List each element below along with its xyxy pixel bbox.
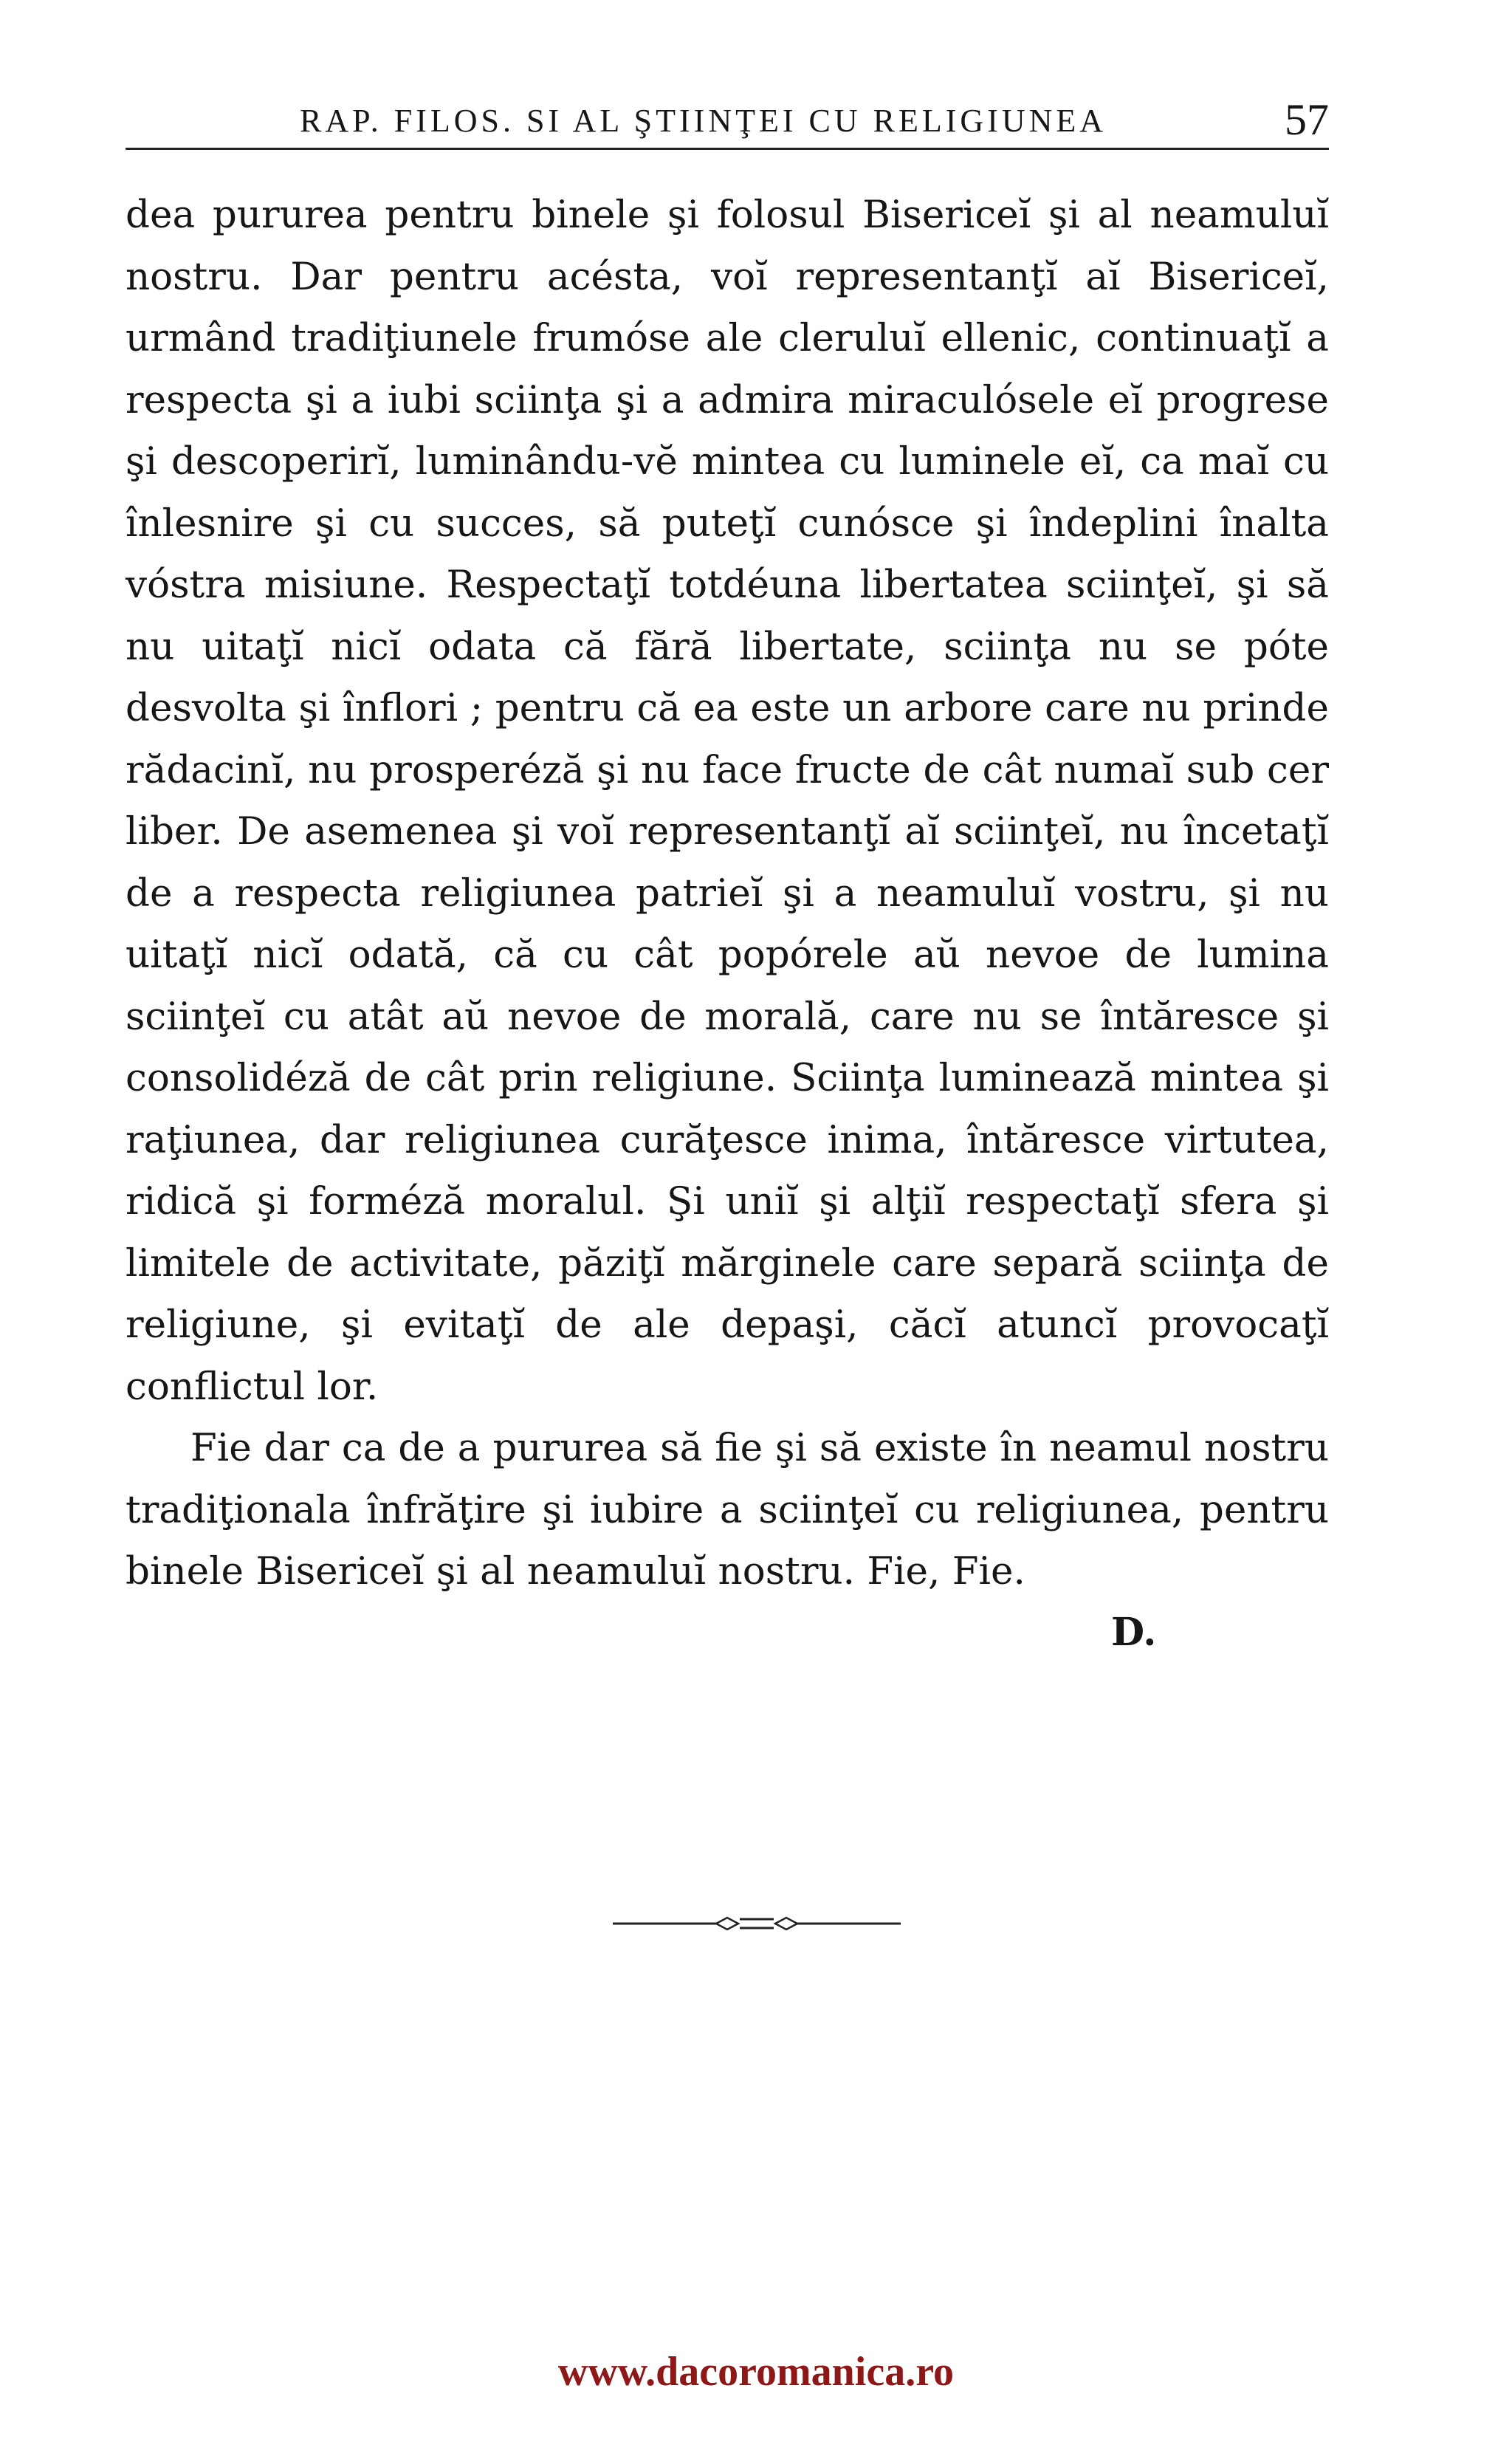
page-header: [126, 95, 1329, 154]
paragraph: dea pururea pentru binele şi folosul Bisericeĭ şi al neamuluĭ nostru. Dar pentru acésta, voĭ representanţĭ aĭ Bisericeĭ, urmând tradiţiunele frumóse ale cleruluĭ ellenic, continuaţĭ a respecta şi a iubi sciinţa şi a admira miraculósele eĭ progrese şi descoperirĭ, luminându-vĕ mintea cu luminele eĭ, ca maĭ cu înlesnire şi cu succes, să puteţĭ cunósce şi îndeplini înalta vóstra misiune. Respectaţĭ totdéuna libertatea sciinţeĭ, şi să nu uitaţĭ nicĭ odata că fără libertate, sciinţa nu se póte desvolta şi înflori ; pentru că ea este un arbore care nu prinde rădacinĭ, nu prosperéză şi nu face fructe de cât numaĭ sub cer liber. De asemenea şi voĭ representanţĭ aĭ sciinţeĭ, nu încetaţĭ de a respecta religiunea patrieĭ şi a neamuluĭ vostru, şi nu uitaţĭ nicĭ odată, că cu cât popórele aŭ nevoe de lumina sciinţeĭ cu atât aŭ nevoe de morală, care nu se întăresce şi consolidéză de cât prin religiune. Sciinţa luminează mintea şi raţiunea, dar religiunea curăţesce inima, întăresce virtutea, ridică şi forméză moralul. Şi uniĭ şi alţiĭ respectaţĭ sfera şi limitele de activitate, păziţĭ mărginele care separă sciinţa de religiune, şi evitaţĭ de ale depaşi, căcĭ atuncĭ provocaţĭ conflictul lor.: [126, 193, 1329, 1409]
signature: D.: [1111, 1610, 1157, 1655]
footer-url: www.dacoromanica.ro: [557, 2349, 955, 2395]
header-rule: [126, 148, 1329, 150]
body-text: [126, 185, 1329, 1603]
ornament-divider: [613, 1913, 901, 1935]
page-number: 57: [1285, 95, 1329, 144]
running-head: RAP. FILOS. SI AL ŞTIINŢEI CU RELIGIUNEA: [300, 103, 1107, 139]
paragraph: Fie dar ca de a pururea să fie şi să existe în neamul nostru tradiţionala înfrăţire şi iubire a sciinţeĭ cu religiunea, pentru binele Bisericeĭ şi al neamuluĭ nostru. Fie, Fie.: [126, 1426, 1329, 1594]
